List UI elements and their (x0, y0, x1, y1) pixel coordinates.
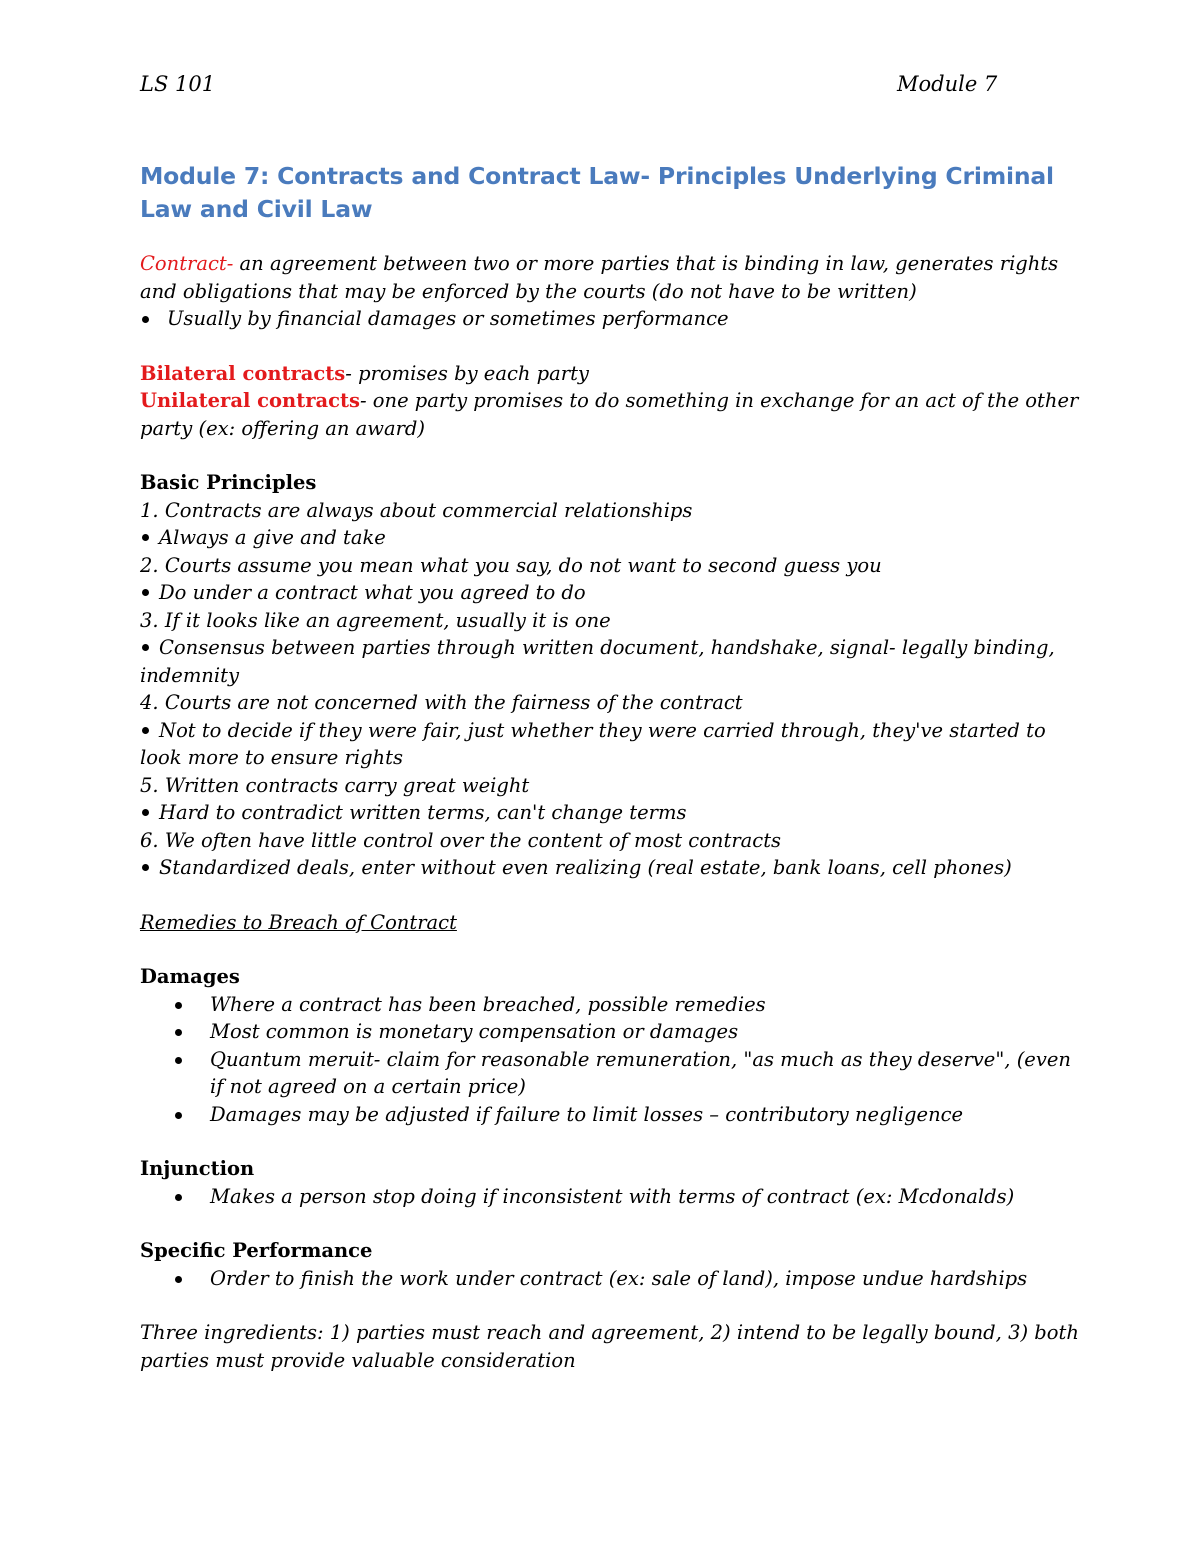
bullet-icon (175, 1112, 182, 1119)
specific-performance-list (140, 1265, 1090, 1293)
bullet-icon (175, 1029, 182, 1036)
bullet-icon (142, 534, 149, 541)
principle-number: 2. (140, 553, 165, 577)
principle-subpoint-text: Standardized deals, enter without even realizing (real estate, bank loans, cell phones) (159, 856, 1012, 879)
principle-item (140, 772, 1090, 800)
principle-text: We often have little control over the content of most contracts (164, 828, 782, 852)
contract-term: Contract- (140, 252, 234, 275)
principle-number: 4. (140, 691, 165, 714)
principle-number: 5. (140, 773, 165, 797)
header-course: LS 101 (140, 72, 216, 96)
list-item (140, 1018, 1090, 1046)
principle-item (140, 827, 1090, 855)
unilateral-definition (140, 387, 1090, 442)
principle-number: 3. (140, 608, 165, 632)
list-item-text: Makes a person stop doing if inconsistent with terms of contract (ex: Mcdonalds) (210, 1184, 1015, 1208)
contract-text: an agreement between two or more parties that is binding in law, generates rights and obligations that may be enforced by the courts (do not have to be written) (140, 252, 1059, 303)
bullet-icon (142, 589, 149, 596)
damages-heading: Damages (140, 965, 240, 988)
principle-item (140, 607, 1090, 635)
bullet-icon (142, 644, 149, 651)
contract-definition (140, 250, 1090, 305)
list-item (140, 1265, 1090, 1293)
principle-subpoint-text: Do under a contract what you agreed to do (159, 581, 586, 604)
principles-list (140, 497, 1090, 882)
principle-subpoint (140, 524, 1090, 552)
bullet-icon (175, 1057, 182, 1064)
bullet-icon (175, 1194, 182, 1201)
bullet-icon (142, 727, 149, 734)
principle-subpoint-text: Not to decide if they were fair, just whether they were carried through, they've started to look more to ensure rights (140, 718, 1046, 769)
principle-subpoint-text: Consensus between parties through written document, handshake, signal- legally binding, indemnity (140, 636, 1055, 687)
list-item (140, 1183, 1090, 1211)
principle-text: If it looks like an agreement, usually it is one (164, 608, 611, 632)
principle-subpoint (140, 634, 1090, 689)
injunction-list (140, 1183, 1090, 1211)
principle-item (140, 552, 1090, 580)
unilateral-term: Unilateral contracts (140, 389, 360, 412)
bilateral-text: - promises by each party (345, 361, 589, 385)
principle-number: 1. (140, 498, 165, 522)
document-body (140, 160, 1090, 1374)
injunction-heading: Injunction (140, 1157, 255, 1180)
page-title: Module 7: Contracts and Contract Law- Principles Underlying Criminal Law and Civil Law (140, 162, 1054, 223)
list-item-text: Where a contract has been breached, possible remedies (210, 992, 766, 1016)
principle-item (140, 689, 1090, 717)
specific-performance-heading: Specific Performance (140, 1239, 373, 1262)
list-item (140, 305, 1090, 333)
list-item-text: Damages may be adjusted if failure to limit losses – contributory negligence (210, 1102, 964, 1126)
list-item-text: Usually by financial damages or sometimes performance (167, 307, 729, 330)
list-item (140, 1101, 1090, 1129)
bilateral-definition (140, 360, 1090, 388)
list-item-text: Quantum meruit- claim for reasonable remuneration, "as much as they deserve", (even if not agreed on a certain price) (210, 1047, 1071, 1098)
list-item-text: Most common is monetary compensation or damages (210, 1020, 739, 1043)
bullet-icon (142, 316, 149, 323)
unilateral-text: - one party promises to do something in exchange for an act of the other party (ex: offering an award) (140, 389, 1079, 440)
list-item (140, 1046, 1090, 1101)
basic-principles-heading: Basic Principles (140, 471, 317, 494)
bullet-icon (142, 864, 149, 871)
list-item-text: Order to finish the work under contract (ex: sale of land), impose undue hardships (210, 1266, 1028, 1290)
principle-item (140, 497, 1090, 525)
damages-list (140, 991, 1090, 1129)
list-item (140, 991, 1090, 1019)
principle-subpoint-text: Hard to contradict written terms, can't change terms (159, 801, 687, 824)
principle-subpoint (140, 717, 1090, 772)
principle-text: Contracts are always about commercial relationships (164, 498, 693, 522)
principle-text: Courts assume you mean what you say, do not want to second guess you (164, 553, 882, 577)
three-ingredients: Three ingredients: 1) parties must reach and agreement, 2) intend to be legally bound, 3) both parties must provide valuable consideration (140, 1321, 1079, 1372)
principle-subpoint (140, 854, 1090, 882)
principle-number: 6. (140, 828, 165, 852)
bilateral-term: Bilateral contracts (140, 361, 346, 385)
bullet-icon (175, 1276, 182, 1283)
principle-text: Written contracts carry great weight (164, 773, 530, 797)
principle-subpoint (140, 799, 1090, 827)
principle-subpoint (140, 579, 1090, 607)
remedies-heading: Remedies to Breach of Contract (140, 910, 457, 934)
header-module: Module 7 (897, 72, 998, 96)
principle-text: Courts are not concerned with the fairness of the contract (164, 691, 743, 714)
principle-subpoint-text: Always a give and take (159, 526, 386, 549)
bullet-icon (175, 1002, 182, 1009)
bullet-icon (142, 809, 149, 816)
